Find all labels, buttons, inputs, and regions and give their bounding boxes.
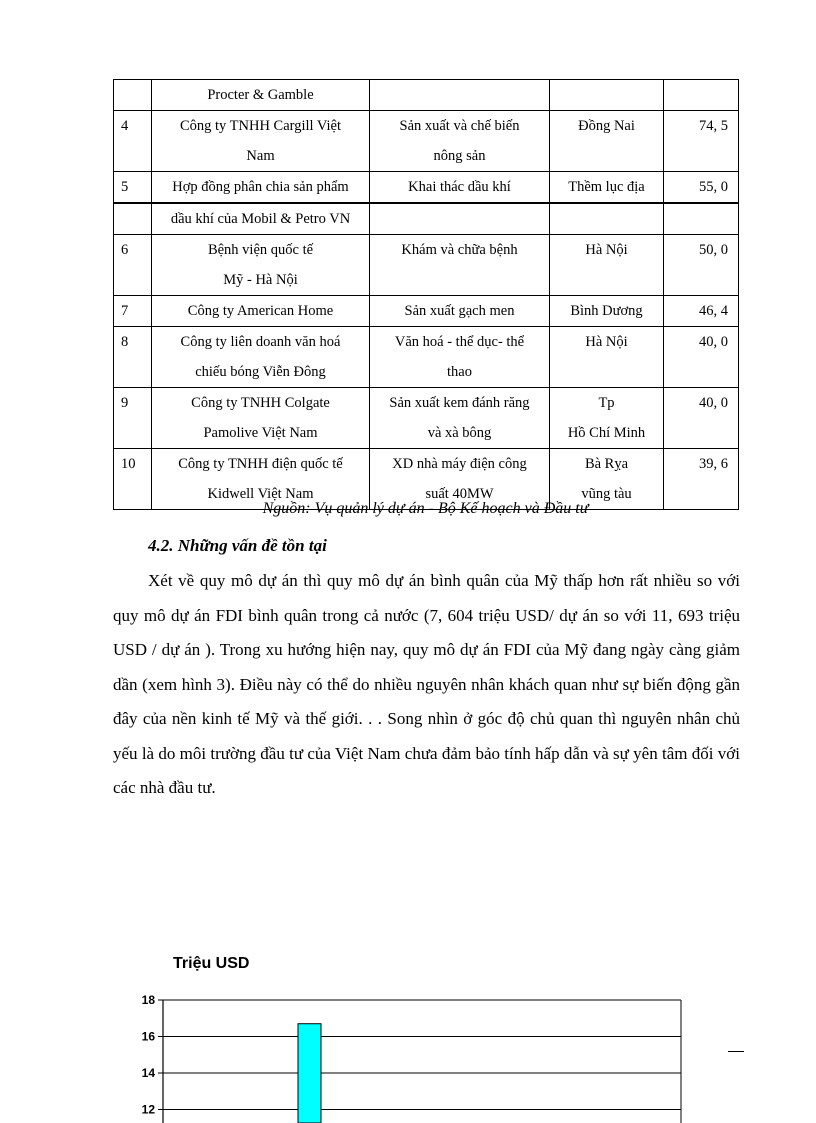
cell-number: 9 [114, 388, 152, 449]
data-bar [298, 1024, 321, 1123]
section-heading: 4.2. Những vấn đề tồn tại [148, 536, 327, 555]
cell-location-line: Bình Dương [570, 303, 643, 319]
cell-field-line: Văn hoá - thể dục- thể [394, 334, 525, 350]
cell-project-name-line: Công ty liên doanh văn hoá [180, 334, 341, 350]
cell-location-line: Tp [598, 395, 615, 411]
cell-field-line: và xà bông [427, 425, 492, 441]
cell-project-name-line: Công ty TNHH Cargill Việt [179, 118, 342, 134]
cell-number: 6 [114, 235, 152, 296]
cell-project-name [152, 111, 370, 172]
cell-project-name [152, 172, 370, 204]
cell-location [550, 327, 664, 388]
cell-location-line: Hồ Chí Minh [567, 425, 646, 441]
cell-location [550, 235, 664, 296]
cell-number: 5 [114, 172, 152, 204]
cell-field-line: suất 40MW [425, 486, 494, 502]
cell-capital [664, 80, 739, 111]
cell-project-name [152, 388, 370, 449]
cell-location-line: Bà Rỵa [584, 456, 629, 472]
chart-y-axis-label: Triệu USD [173, 955, 250, 972]
table-row [114, 296, 739, 327]
cell-location-line: Hà Nội [585, 242, 628, 258]
table-row [114, 388, 739, 449]
y-tick-label: 12 [141, 1102, 155, 1117]
cell-field-line: Sản xuất kem đánh răng [389, 395, 530, 411]
cell-capital: 40, 0 [664, 388, 739, 449]
cell-project-name-line: Mỹ - Hà Nội [223, 272, 298, 288]
cell-number: 4 [114, 111, 152, 172]
table-row [114, 235, 739, 296]
table-row [114, 203, 739, 235]
cell-field-line: nông sản [433, 148, 486, 164]
cell-field [370, 111, 550, 172]
cell-capital: 40, 0 [664, 327, 739, 388]
cell-project-name-line: Pamolive Việt Nam [203, 425, 318, 441]
source-note: Nguồn: Vụ quản lý dự án - Bộ Kế hoạch và Đầu tư [262, 500, 589, 517]
table-row [114, 111, 739, 172]
cell-project-name-line: Procter & Gamble [207, 87, 314, 103]
cell-number: 7 [114, 296, 152, 327]
cell-project-name [152, 327, 370, 388]
cell-field [370, 172, 550, 204]
cell-field-line: Sản xuất gạch men [404, 303, 515, 319]
cell-project-name-line: dầu khí của Mobil & Petro VN [170, 211, 351, 227]
cell-location-line: vũng tàu [581, 486, 632, 502]
y-tick-label: 16 [141, 1029, 155, 1044]
cell-project-name-line: Công ty TNHH điện quốc tế [178, 456, 343, 472]
cell-field [370, 296, 550, 327]
cell-location-line: Hà Nội [585, 334, 628, 350]
cell-location [550, 388, 664, 449]
cell-location [550, 172, 664, 204]
cell-project-name [152, 80, 370, 111]
y-tick-label: 18 [141, 993, 155, 1007]
cell-field [370, 80, 550, 111]
cell-field [370, 235, 550, 296]
cell-location-line: Thềm lục địa [568, 179, 645, 195]
cell-project-name-line: chiếu bóng Viễn Đông [195, 364, 326, 380]
fdi-projects-table [113, 79, 739, 510]
cell-project-name-line: Nam [246, 148, 275, 164]
cell-capital: 39, 6 [664, 449, 739, 510]
cell-location [550, 296, 664, 327]
y-tick-label: 14 [141, 1066, 155, 1080]
table-row [114, 327, 739, 388]
cell-field [370, 388, 550, 449]
cell-capital: 46, 4 [664, 296, 739, 327]
cell-number: 10 [114, 449, 152, 510]
cell-number [114, 203, 152, 235]
cell-capital [664, 203, 739, 235]
cell-location [550, 111, 664, 172]
cell-field [370, 327, 550, 388]
cell-field-line: Sản xuất và chế biến [399, 118, 520, 134]
cell-project-name-line: Công ty American Home [187, 303, 334, 319]
cell-field-line: XD nhà máy điện công [392, 456, 527, 472]
cell-project-name [152, 296, 370, 327]
cell-project-name [152, 235, 370, 296]
cell-capital: 50, 0 [664, 235, 739, 296]
cell-number: 8 [114, 327, 152, 388]
cell-location-line: Đồng Nai [578, 118, 635, 134]
cell-number [114, 80, 152, 111]
cell-field-line: Khám và chữa bệnh [401, 242, 518, 258]
cell-project-name-line: Hợp đồng phân chia sản phẩm [172, 179, 349, 195]
cell-field [370, 203, 550, 235]
table-row [114, 172, 739, 204]
cell-capital: 74, 5 [664, 111, 739, 172]
legend-dash [728, 1051, 744, 1052]
cell-project-name-line: Kidwell Việt Nam [207, 486, 314, 502]
cell-project-name-line: Bệnh viện quốc tế [207, 242, 314, 258]
body-paragraph: Xét về quy mô dự án thì quy mô dự án bình quân của Mỹ thấp hơn rất nhiều so với quy mô dự án FDI bình quân trong cả nước (7, 604 triệu USD/ dự án so với 11, 693 triệu USD / dự án ). Trong xu hướng hiện nay, quy mô dự án FDI của Mỹ đang ngày càng giảm dần (xem hình 3). Điều này có thể do nhiều nguyên nhân khách quan như sự biến động gần đây của nền kinh tế Mỹ và thế giới. . . Song nhìn ở góc độ chủ quan thì nguyên nhân chủ yếu là do môi trường đầu tư của Việt Nam chưa đảm bảo tính hấp dẫn và sự yên tâm đối với các nhà đầu tư. [113, 571, 740, 797]
cell-field-line: Khai thác dầu khí [408, 179, 511, 195]
cell-project-name [152, 203, 370, 235]
cell-capital: 55, 0 [664, 172, 739, 204]
cell-field-line: thao [447, 364, 472, 380]
cell-location [550, 203, 664, 235]
table-row [114, 80, 739, 111]
table-body [114, 80, 739, 510]
cell-location [550, 80, 664, 111]
cell-project-name-line: Công ty TNHH Colgate [191, 395, 330, 411]
